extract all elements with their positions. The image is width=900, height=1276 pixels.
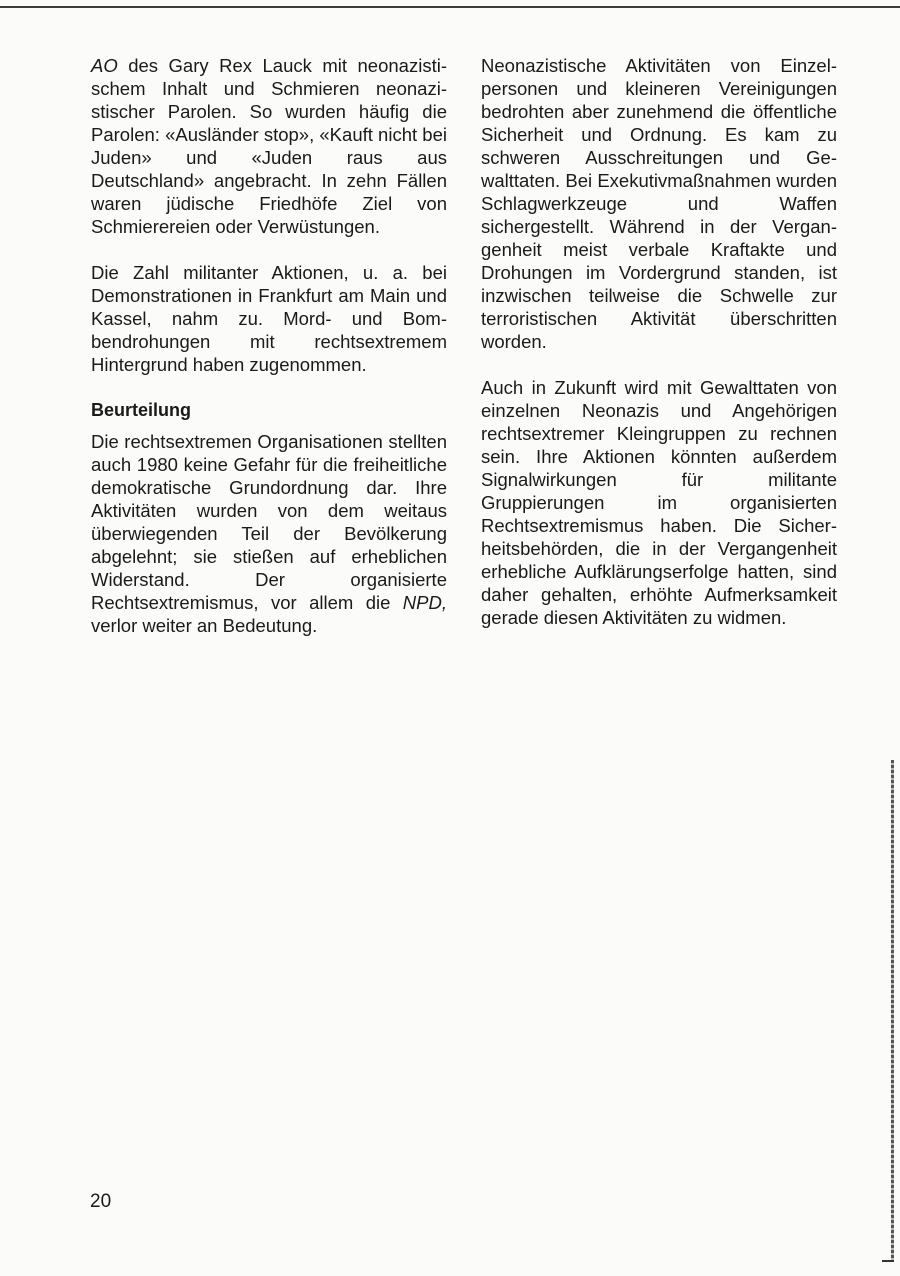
paragraph-left-3-after: verlor weiter an Bedeutung. (91, 615, 318, 636)
paragraph-left-1-text: des Gary Rex Lauck mit neonazistischem Inhalt und Schmieren neonazistischer Parolen. So wurden häufig die Parolen: «Ausländer stop», «Kauft nicht bei Juden» und «Juden raus aus Deutschland» angebracht. In zehn Fällen waren jüdische Friedhöfe Ziel von Schmierereien oder Verwüstungen. (91, 55, 447, 237)
paragraph-left-3-before: Die rechtsextremen Organisationen stellten auch 1980 keine Gefahr für die freiheitliche demokratische Grundordnung dar. Ihre Aktivitäten wurden von dem weitaus überwiegenden Teil der Bevölkerung abgelehnt; sie stießen auf erheblichen Widerstand. Der organisierte Rechtsextremismus, vor allem die (91, 431, 447, 613)
binding-edge-foot (882, 1260, 894, 1262)
right-column (481, 54, 837, 652)
abbr-npd: NPD, (402, 592, 447, 613)
left-column (91, 54, 447, 660)
paragraph-right-2: Auch in Zukunft wird mit Gewalttaten von einzelnen Neonazis und Angehörigen rechtsextremer Kleingruppen zu rechnen sein. Ihre Aktionen könnten außerdem Signalwirkungen für militante Gruppierungen im organisierten Rechtsextremismus haben. Die Sicherheitsbehörden, die in der Vergangenheit erhebliche Aufklärungserfolge hatten, sind daher gehalten, erhöhte Aufmerksamkeit gerade diesen Aktivitäten zu widmen. (481, 377, 837, 628)
abbr-ao: AO (91, 55, 118, 76)
page-number: 20 (90, 1191, 112, 1212)
paragraph-left-2: Die Zahl militanter Aktionen, u. a. bei Demonstrationen in Frankfurt am Main und Kassel, nahm zu. Mord- und Bombendrohungen mit rechtsextremem Hintergrund haben zugenommen. (91, 262, 447, 375)
top-rule (0, 6, 900, 8)
section-heading-beurteilung: Beurteilung (91, 400, 192, 420)
binding-edge (891, 760, 894, 1260)
paragraph-left-3 (91, 430, 447, 637)
paragraph-left-1 (91, 54, 447, 238)
paragraph-right-1: Neonazistische Aktivitäten von Einzelpersonen und kleineren Vereinigungen bedrohten aber zunehmend die öffentliche Sicherheit und Ordnung. Es kam zu schweren Ausschreitungen und Gewalttaten. Bei Exekutivmaßnahmen wurden Schlagwerkzeuge und Waffen sichergestellt. Während in der Vergangenheit meist verbale Kraftakte und Drohungen im Vordergrund standen, ist inzwischen teilweise die Schwelle zur terroristischen Aktivität überschritten worden. (481, 55, 837, 352)
